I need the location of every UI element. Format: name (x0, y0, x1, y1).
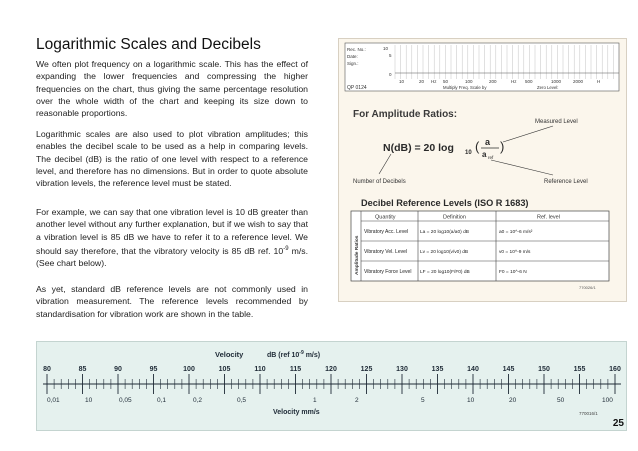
example-exponent: -9 (283, 245, 289, 252)
db-tick-label: 155 (573, 366, 586, 373)
db-tick-label: 160 (609, 366, 621, 373)
db-ticks (47, 374, 615, 394)
graph-freq-caption: Multiply Freq. Scale by (443, 85, 487, 90)
frequency-tick-label: 2000 (573, 79, 584, 84)
formula-denominator-sub: ref (488, 155, 494, 160)
velocity-tick-label: 20 (509, 397, 517, 404)
measured-level-label: Measured Level (535, 119, 578, 125)
velocity-scale-drawing (37, 342, 626, 430)
graph-code: QP 0124 (347, 85, 367, 91)
db-tick-label: 135 (431, 366, 444, 373)
paragraph-reference-levels: As yet, standard dB reference levels are not commonly used in vibration measurement. The reference levels recommended by standardisation for vibration work are shown in the table. (36, 284, 308, 319)
formula-lhs: N(dB) = 20 log (383, 142, 454, 154)
frequency-tick-label: Hz (511, 79, 517, 84)
table-row-2-ref: v0 = 10^-9 m/s (499, 250, 531, 255)
paragraph-example (36, 206, 308, 269)
velocity-tick-label: 0,2 (193, 397, 203, 404)
page-title: Logarithmic Scales and Decibels (36, 36, 261, 53)
frequency-tick-label: Hz (431, 79, 437, 84)
frequency-tick-label: H (597, 79, 601, 84)
graph-label-date: Date: (347, 54, 358, 59)
figure-code: 770026/1 (579, 285, 596, 290)
frequency-tick-label: 500 (525, 79, 533, 84)
decibel-figure (338, 38, 627, 302)
example-text-end: m/s. (See chart below). (36, 245, 308, 269)
db-tick-label: 100 (183, 366, 195, 373)
db-tick-label: 140 (467, 366, 479, 373)
velocity-tick-label: 5 (421, 397, 425, 404)
db-tick-label: 130 (396, 366, 408, 373)
db-tick-label: 85 (78, 366, 87, 373)
table-header-definition: Definition (443, 214, 466, 221)
db-tick-label: 150 (538, 366, 550, 373)
table-heading: Decibel Reference Levels (ISO R 1683) (361, 198, 529, 208)
decibels-pointer (379, 154, 391, 174)
velocity-labels (47, 397, 613, 404)
reference-table (351, 211, 609, 281)
table-row-1-definition: La = 20 log10(a/a0) dB (420, 230, 469, 235)
db-tick-label: 95 (149, 366, 158, 373)
amplitude-heading: For Amplitude Ratios: (353, 109, 458, 120)
scale-figure-code: 770016/1 (579, 411, 598, 416)
graph-left-scale-0: 0 (389, 72, 392, 77)
table-row-2-quantity: Vibratory Vel. Level (364, 249, 407, 255)
frequency-tick-label: 100 (465, 79, 473, 84)
reference-level-label: Reference Level (544, 179, 588, 185)
paragraph-log-scales: We often plot frequency on a logarithmic scale. This has the effect of expanding the lower frequencies and compressing the higher frequencies on the chart, thus giving the same percentage resolution over the whole width of the chart and keeping its size down to reasonable proportions. (36, 59, 308, 119)
db-labels (43, 366, 621, 373)
table-row-2-definition: Lv = 20 log10(v/v0) dB (420, 250, 469, 255)
db-tick-label: 125 (360, 366, 373, 373)
formula-numerator: a (485, 137, 491, 147)
frequency-tick-label: 1000 (551, 79, 562, 84)
reference-level-pointer (491, 160, 553, 175)
measured-level-pointer (503, 126, 553, 142)
velocity-tick-label: 0,5 (237, 397, 247, 404)
example-text: For example, we can say that one vibration level is 10 dB greater than another level without any further explanation, but if we wish to say that a vibration level is 85 dB we have to refer it to a reference level. We should say therefore, that the vibratory velocity is 85 dB ref. 10 (36, 207, 308, 256)
graph-label-rec: Rec. No.: (347, 47, 366, 52)
table-row-3-ref: F0 = 10^-6 N (499, 270, 527, 275)
table-header-ref: Ref. level (537, 214, 560, 221)
page-number: 25 (612, 418, 624, 429)
velocity-tick-label: 1 (313, 397, 317, 404)
formula-log-base: 10 (465, 150, 472, 156)
db-tick-label: 145 (502, 366, 515, 373)
velocity-tick-label: 50 (557, 397, 565, 404)
decibel-figure-drawing (339, 39, 626, 301)
frequency-tick-label: 10 (399, 79, 405, 84)
scale-top-label: Velocity (215, 350, 244, 359)
formula-denominator: a (482, 150, 487, 159)
graph-zero-level: Zero Level: (537, 85, 559, 90)
velocity-tick-label: 10 (467, 397, 475, 404)
db-tick-label: 115 (289, 366, 302, 373)
frequency-tick-label: 50 (443, 79, 449, 84)
db-tick-label: 105 (218, 366, 231, 373)
velocity-tick-label: 0,01 (47, 397, 60, 404)
table-row-1-ref: a0 = 10^-6 m/s² (499, 230, 533, 235)
velocity-tick-label: 0,1 (157, 397, 167, 404)
velocity-tick-label: 2 (355, 397, 359, 404)
table-side-label: Amplitude Ratios (355, 235, 360, 275)
paragraph-decibels: Logarithmic scales are also used to plot vibration amplitudes; this enables the decibel scale to be used as a help in comparing levels. The decibel (dB) is the ratio of one level with respect to a reference level, and therefore has no dimensions. But in order to quote absolute vibration levels, the reference level must be stated. (36, 129, 308, 189)
table-row-3-definition: LF = 20 log10(F/F0) dB (420, 270, 470, 275)
table-row-1-quantity: Vibratory Acc. Level (364, 229, 409, 235)
velocity-tick-label: 100 (602, 397, 613, 404)
graph-left-scale-10: 10 (383, 46, 389, 51)
db-tick-label: 120 (325, 366, 337, 373)
graph-left-scale-5: 5 (389, 53, 392, 58)
table-row-3-quantity: Vibratory Force Level (364, 269, 412, 275)
scale-bottom-label: Velocity mm/s (273, 409, 320, 416)
db-tick-label: 110 (254, 366, 266, 373)
db-tick-label: 80 (43, 366, 51, 373)
formula-close-paren: ) (500, 139, 505, 154)
frequency-tick-label: 20 (419, 79, 425, 84)
table-header-quantity: Quantity (375, 214, 396, 221)
formula-open-paren: ( (475, 139, 480, 154)
graph-paper-grid (395, 45, 619, 79)
graph-label-sign: Sign.: (347, 61, 359, 66)
frequency-tick-label: 200 (489, 79, 497, 84)
scale-unit-label: dB (ref $10^{-9}$ m/s) (267, 350, 321, 359)
velocity-db-scale (36, 341, 627, 431)
velocity-tick-label: 10 (85, 397, 93, 404)
number-of-decibels-label: Number of Decibels (353, 179, 406, 185)
db-tick-label: 90 (114, 366, 122, 373)
velocity-tick-label: 0,05 (119, 397, 132, 404)
